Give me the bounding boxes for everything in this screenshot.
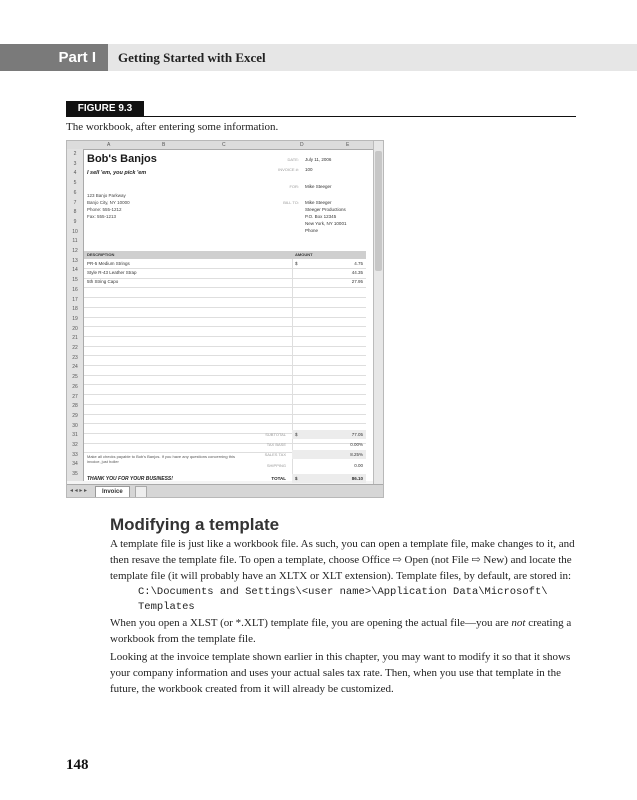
row-number: 24	[72, 364, 78, 371]
table-gridline	[84, 423, 366, 424]
table-gridline	[84, 375, 366, 376]
date-label: DATE:	[287, 157, 299, 162]
bill-to-line: Mike Steeger	[305, 200, 332, 205]
part-label: Part I	[0, 44, 108, 71]
row-number: 34	[72, 461, 78, 468]
currency-symbol: $	[295, 261, 298, 266]
insert-sheet-icon[interactable]	[135, 486, 147, 498]
column-header: D	[300, 142, 304, 148]
chapter-title: Getting Started with Excel	[118, 50, 266, 65]
table-gridline	[84, 365, 366, 366]
line-items-header	[84, 251, 366, 259]
row-number: 3	[73, 160, 77, 167]
item-description: PR-5 Medium Strings	[87, 261, 130, 266]
bill-to-label: BILL TO:	[283, 200, 299, 205]
row-number: 5	[73, 180, 77, 187]
payment-note: Make all checks payable to Bob's Banjos. If you have any questions concerning this invoice, just holler	[87, 454, 235, 464]
tax-base-label: TAX BASE	[266, 442, 286, 447]
table-gridline	[84, 443, 366, 444]
column-header: B	[162, 142, 166, 148]
total-value: 86.10	[351, 476, 363, 481]
row-number: 30	[72, 422, 78, 429]
column-header: A	[107, 142, 111, 148]
description-header: DESCRIPTION	[87, 252, 115, 257]
row-number: 22	[72, 345, 78, 351]
item-amount: 44.35	[351, 270, 363, 275]
table-gridline	[84, 307, 366, 308]
body-paragraph	[110, 615, 576, 647]
row-number: 9	[73, 218, 77, 225]
row-number: 11	[72, 238, 78, 245]
row-number: 21	[72, 335, 78, 342]
table-gridline	[84, 278, 366, 279]
table-gridline	[84, 336, 366, 337]
row-number: 25	[72, 374, 78, 381]
table-gridline	[84, 355, 366, 356]
company-slogan: I sell 'em, you pick 'em	[87, 170, 147, 176]
row-number: 18	[72, 306, 78, 313]
row-number: 23	[72, 354, 78, 361]
code-line: Templates	[138, 601, 195, 613]
address-line: Phone: 555-1212	[87, 207, 122, 212]
tax-base-value: 0.00%	[350, 442, 363, 447]
para-text: When you open a XLST (or *.XLT) template file, you are opening the actual file—you are	[110, 617, 512, 629]
shipping-value: 0.00	[354, 463, 363, 468]
row-number: 8	[73, 209, 77, 216]
row-number: 28	[72, 403, 78, 410]
invoice-spreadsheet-screenshot	[66, 140, 384, 498]
tab-invoice[interactable]: Invoice	[95, 486, 130, 498]
subtotal-value: 77.05	[351, 432, 363, 437]
row-number: 26	[72, 383, 78, 390]
currency-symbol: $	[295, 476, 298, 481]
row-number: 32	[72, 442, 78, 448]
row-number: 14	[72, 267, 78, 274]
table-gridline	[84, 317, 366, 318]
figure-label: FIGURE 9.3	[66, 101, 144, 116]
row-number: 29	[72, 412, 78, 419]
total-label: TOTAL	[271, 476, 286, 481]
scrollbar-thumb[interactable]	[375, 151, 382, 271]
for-value: Mike Steeger	[305, 184, 332, 189]
running-header	[0, 44, 637, 71]
bill-to-line: New York, NY 10001	[305, 221, 347, 226]
row-number: 33	[72, 451, 78, 458]
row-header-column	[67, 149, 84, 481]
row-number: 12	[72, 248, 78, 254]
row-number: 31	[72, 432, 78, 439]
address-line: Banjo City, NY 10000	[87, 200, 130, 205]
row-number: 35	[72, 471, 78, 478]
row-number: 17	[72, 296, 78, 303]
table-gridline	[84, 394, 366, 395]
bill-to-line: Phone	[305, 228, 319, 233]
column-divider	[292, 259, 293, 481]
table-gridline	[84, 268, 366, 269]
company-name: Bob's Banjos	[87, 153, 157, 165]
invoice-label: INVOICE #:	[278, 167, 299, 172]
row-number: 10	[72, 228, 78, 235]
table-gridline	[84, 287, 366, 288]
shipping-label: SHIPPING	[266, 463, 286, 468]
sales-tax-value: 8.25%	[350, 452, 363, 457]
body-paragraph: A template file is just like a workbook file. As such, you can open a template file, make changes to it, and then resave the template file. To open a template, choose Office ⇨ Open (not File ⇨ New) and locate the template file (it will probably have an XLTX or XLT extension). Template files, by default, are stored in:	[110, 538, 575, 582]
code-line: C:\Documents and Settings\<user name>\Application Data\Microsoft\	[138, 586, 548, 598]
column-header: C	[222, 142, 226, 148]
row-number: 16	[72, 286, 78, 293]
row-number: 2	[73, 151, 77, 157]
invoice-value: 100	[305, 167, 313, 172]
table-gridline	[84, 384, 366, 385]
para-emphasis: not	[511, 617, 526, 629]
row-number: 20	[72, 325, 78, 332]
row-number: 15	[72, 277, 78, 284]
sheet-tab-bar	[67, 484, 384, 497]
para-text: creating a workbook from the template file.	[110, 617, 572, 645]
code-path	[138, 585, 548, 615]
section-title: Modifying a template	[110, 515, 280, 534]
item-description: 5th String Capo	[87, 279, 119, 284]
column-header-bar	[67, 141, 375, 150]
bill-to-line: P.O. Box 12345	[305, 214, 337, 219]
thank-you-message: THANK YOU FOR YOUR BUSINESS!	[87, 476, 173, 482]
figure-caption: The workbook, after entering some information.	[66, 121, 279, 133]
row-number: 7	[73, 199, 77, 206]
item-amount: 4.75	[354, 261, 363, 266]
row-number: 13	[72, 257, 78, 264]
figure-rule	[66, 116, 576, 117]
vertical-scrollbar[interactable]	[373, 141, 383, 487]
row-number: 27	[72, 393, 78, 400]
sales-tax-label: SALES TAX	[264, 452, 286, 457]
currency-symbol: $	[295, 432, 298, 437]
table-gridline	[84, 404, 366, 405]
table-gridline	[84, 297, 366, 298]
tab-nav-arrows-icon[interactable]: ◂ ◂ ▸ ▸	[70, 488, 88, 494]
table-gridline	[84, 326, 366, 327]
for-label: FOR:	[289, 184, 299, 189]
address-line: Fax: 555-1213	[87, 214, 117, 219]
bill-to-line: Steeger Productions	[305, 207, 346, 212]
body-paragraph: Looking at the invoice template shown earlier in this chapter, you may want to modify it so that it shows your company information and uses your actual sales tax rate. Then, when you use that template in the future, the workbook created from it will already be customized.	[110, 651, 571, 695]
sheet-area	[84, 150, 375, 481]
row-number: 19	[72, 315, 78, 322]
column-header: E	[346, 142, 350, 148]
row-number: 6	[73, 189, 77, 196]
date-value: July 11, 2006	[305, 157, 332, 162]
address-line: 123 Banjo Parkway	[87, 193, 126, 198]
amount-header: AMOUNT	[295, 252, 313, 257]
item-amount: 27.95	[351, 279, 363, 284]
table-gridline	[84, 414, 366, 415]
subtotal-label: SUBTOTAL	[265, 432, 286, 437]
table-gridline	[84, 346, 366, 347]
item-description: Style R-43 Leather Strap	[87, 270, 137, 275]
row-number: 4	[73, 170, 77, 177]
page-number: 148	[66, 757, 89, 773]
